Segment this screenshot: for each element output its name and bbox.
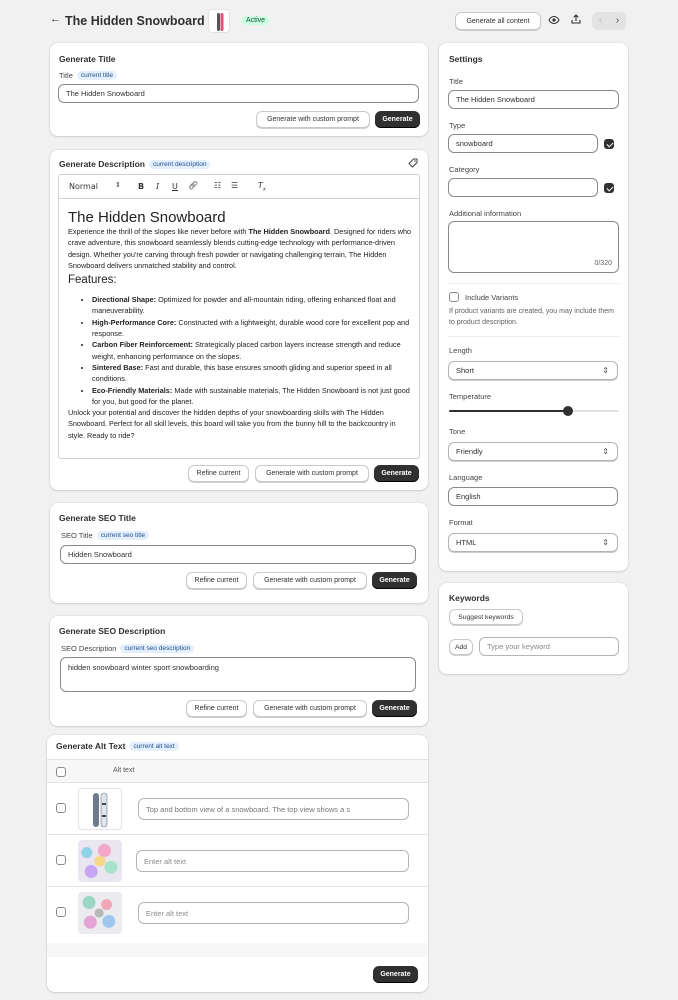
table-footer	[47, 943, 428, 957]
bold-icon[interactable]: B	[138, 182, 145, 191]
additional-info-label: Additional information	[449, 209, 522, 218]
category-checkbox[interactable]	[604, 183, 614, 193]
generate-button[interactable]: Generate	[372, 572, 417, 589]
generate-button[interactable]: Generate	[374, 465, 419, 482]
alt-text-input[interactable]: Enter alt text	[136, 850, 409, 872]
generate-alt-text-card	[47, 735, 428, 992]
feature-name: High-Performance Core:	[92, 317, 177, 327]
feature-name: Eco-Friendly Materials:	[92, 385, 173, 395]
label-text: SEO Title	[61, 531, 93, 540]
refine-current-button[interactable]: Refine current	[186, 572, 247, 589]
tag-icon[interactable]	[408, 158, 418, 170]
clear-format-icon[interactable]: $T_x$	[258, 181, 266, 193]
heading-text: Generate Description	[59, 159, 145, 169]
intro-text: Experience the thrill of the slopes like never before with	[68, 227, 249, 236]
heading-text: Generate Alt Text	[56, 741, 126, 751]
feature-text: Strategically placed carbon layers increase strength and reduce weight, enhancing performance on the slopes.	[92, 340, 401, 361]
refine-current-button[interactable]: Refine current	[186, 700, 247, 717]
table-row	[47, 783, 428, 835]
card-heading: Generate SEO Title	[59, 513, 136, 523]
slider-thumb[interactable]	[563, 406, 573, 416]
current-seo-title-badge: current seo title	[97, 531, 149, 540]
previous-icon[interactable]: ‹	[598, 15, 603, 26]
feature-name: Directional Shape:	[92, 295, 157, 305]
ordered-list-icon[interactable]: ☷	[214, 181, 222, 190]
seo-title-input[interactable]: Hidden Snowboard	[60, 545, 416, 564]
format-select[interactable]: HTML ⇕	[448, 533, 618, 552]
current-description-badge: current description	[149, 160, 210, 169]
keywords-card	[439, 583, 628, 674]
label-text: SEO Description	[61, 644, 117, 653]
product-thumbnail	[208, 9, 230, 33]
description-outro: Unlock your potential and discover the hidden depths of your snowboarding skills with The Hidden Snowboard. Perfect for all skill levels, this board will take you from the bunny hill to the backcountry in style. Ready to ride?	[68, 408, 396, 440]
snowboard-image-icon	[79, 789, 123, 831]
features-heading: Features:	[68, 274, 117, 287]
product-image	[78, 840, 122, 882]
settings-card	[439, 43, 628, 571]
bullet-list-icon[interactable]: ☰	[231, 181, 239, 190]
variants-help-text: If product variants are created, you may include them to product description.	[449, 308, 614, 326]
card-heading: Generate Title	[59, 54, 116, 64]
language-label: Language	[449, 473, 483, 482]
refine-current-button[interactable]: Refine current	[188, 465, 249, 482]
feature-item	[92, 294, 412, 317]
feature-item	[92, 362, 412, 385]
alt-text-input[interactable]: Enter alt text	[138, 902, 409, 924]
current-title-badge: current title	[77, 71, 117, 80]
card-heading	[59, 159, 210, 169]
language-input[interactable]: English	[448, 487, 618, 506]
include-variants-checkbox[interactable]	[449, 292, 459, 302]
generate-seo-description-card	[50, 616, 428, 726]
tone-label: Tone	[449, 427, 466, 436]
format-select-chevron-icon[interactable]: ⇕	[115, 181, 121, 189]
category-label: Category	[449, 165, 480, 174]
generate-all-content-button[interactable]: Generate all content	[455, 12, 541, 30]
table-row	[47, 835, 428, 887]
format-select[interactable]: Normal	[69, 182, 98, 191]
additional-info-textarea[interactable]	[448, 221, 619, 273]
custom-prompt-button[interactable]: Generate with custom prompt	[253, 700, 367, 717]
generate-description-card	[50, 150, 428, 490]
editor-content[interactable]	[68, 209, 412, 441]
feature-text: Fast and durable, this base ensures smooth gliding and superior speed in all conditions.	[92, 362, 392, 384]
product-image	[78, 788, 122, 830]
current-seo-description-badge: current seo description	[120, 644, 194, 653]
rich-text-editor[interactable]	[58, 174, 420, 459]
format-label: Format	[449, 518, 473, 527]
include-variants-label: Include Variants	[465, 293, 519, 302]
description-heading: The Hidden Snowboard	[68, 209, 226, 226]
suggest-keywords-button[interactable]: Suggest keywords	[449, 609, 523, 625]
tone-select[interactable]: Friendly ⇕	[448, 442, 618, 461]
feature-name: Carbon Fiber Reinforcement:	[92, 340, 193, 350]
status-badge: Active	[241, 16, 270, 25]
row-checkbox[interactable]	[56, 855, 66, 865]
share-icon[interactable]	[570, 13, 582, 27]
slider-fill	[449, 410, 568, 412]
row-checkbox[interactable]	[56, 907, 66, 917]
seo-title-label	[61, 531, 149, 540]
custom-prompt-button[interactable]: Generate with custom prompt	[255, 465, 369, 482]
length-label: Length	[449, 346, 472, 355]
intro-bold: The Hidden Snowboard	[248, 227, 330, 236]
keywords-heading: Keywords	[449, 593, 490, 603]
feature-item	[92, 317, 412, 340]
title-input[interactable]: The Hidden Snowboard	[58, 84, 419, 103]
custom-prompt-button[interactable]: Generate with custom prompt	[256, 111, 370, 128]
table-row	[47, 887, 428, 939]
underline-icon[interactable]: U	[172, 182, 178, 191]
type-checkbox[interactable]	[604, 139, 614, 149]
alt-text-column-header: Alt text	[113, 767, 135, 774]
back-arrow-icon[interactable]: ←	[50, 13, 61, 25]
feature-item	[92, 385, 412, 408]
feature-name: Sintered Base:	[92, 362, 144, 372]
character-counter: 0/320	[594, 260, 612, 267]
page-title: The Hidden Snowboard	[65, 14, 205, 28]
table-header	[47, 759, 428, 783]
add-keyword-button[interactable]: Add	[449, 639, 473, 655]
alt-text-input[interactable]: Top and bottom view of a snowboard. The top view shows a s	[138, 798, 409, 820]
settings-heading: Settings	[449, 54, 483, 64]
card-heading	[56, 741, 179, 751]
divider	[448, 283, 619, 284]
custom-prompt-button[interactable]: Generate with custom prompt	[253, 572, 367, 589]
label-text: Title	[59, 71, 73, 80]
feature-item	[92, 339, 412, 362]
seo-description-textarea[interactable]: hidden snowboard winter sport snowboarding	[60, 657, 416, 692]
feature-text: Constructed with a lightweight, durable wood core for excellent pop and response.	[92, 317, 410, 339]
card-heading: Generate SEO Description	[59, 626, 166, 636]
generate-button[interactable]: Generate	[372, 700, 417, 717]
pagination	[592, 12, 626, 30]
next-icon[interactable]: ›	[615, 15, 620, 26]
generate-seo-title-card	[50, 503, 428, 603]
product-image	[78, 892, 122, 934]
current-alt-text-badge: current alt text	[129, 742, 178, 751]
category-input[interactable]	[448, 178, 598, 197]
temperature-label: Temperature	[449, 392, 492, 401]
description-intro	[68, 226, 412, 271]
eye-icon[interactable]	[548, 14, 560, 28]
length-select[interactable]: Short ⇕	[448, 361, 618, 380]
type-input[interactable]: snowboard	[448, 134, 598, 153]
keyword-input[interactable]: Type your keyword	[479, 637, 619, 656]
temperature-slider[interactable]	[449, 406, 619, 416]
generate-title-card	[50, 43, 428, 136]
settings-title-input[interactable]: The Hidden Snowboard	[448, 90, 619, 109]
generate-button[interactable]: Generate	[375, 111, 420, 128]
italic-icon[interactable]: I	[156, 182, 160, 191]
divider	[448, 336, 619, 337]
seo-description-label	[61, 644, 194, 653]
features-list	[68, 294, 412, 407]
link-icon[interactable]: 🔗︎	[188, 181, 199, 190]
title-label: Title	[449, 77, 463, 86]
editor-toolbar	[59, 175, 419, 199]
title-label	[59, 71, 117, 80]
feature-text: Made with sustainable materials, The Hidden Snowboard is not just good for you, but good for the planet.	[92, 385, 410, 406]
row-checkbox[interactable]	[56, 803, 66, 813]
feature-text: Optimized for powder and all-mountain riding, offering enhanced float and maneuverability.	[92, 295, 396, 316]
intro-text-end: . Designed for riders who crave adventure, this snowboard seamlessly blends cutting-edge technology with performance-driven design. Whether you're carving through fresh powder or navigating challenging terrain, The Hidden Snowboard delivers unmatched stability and control.	[68, 227, 412, 270]
type-label: Type	[449, 121, 466, 130]
snowboard-image-icon	[209, 10, 231, 34]
generate-button[interactable]: Generate	[373, 966, 418, 983]
select-all-checkbox[interactable]	[56, 767, 66, 777]
